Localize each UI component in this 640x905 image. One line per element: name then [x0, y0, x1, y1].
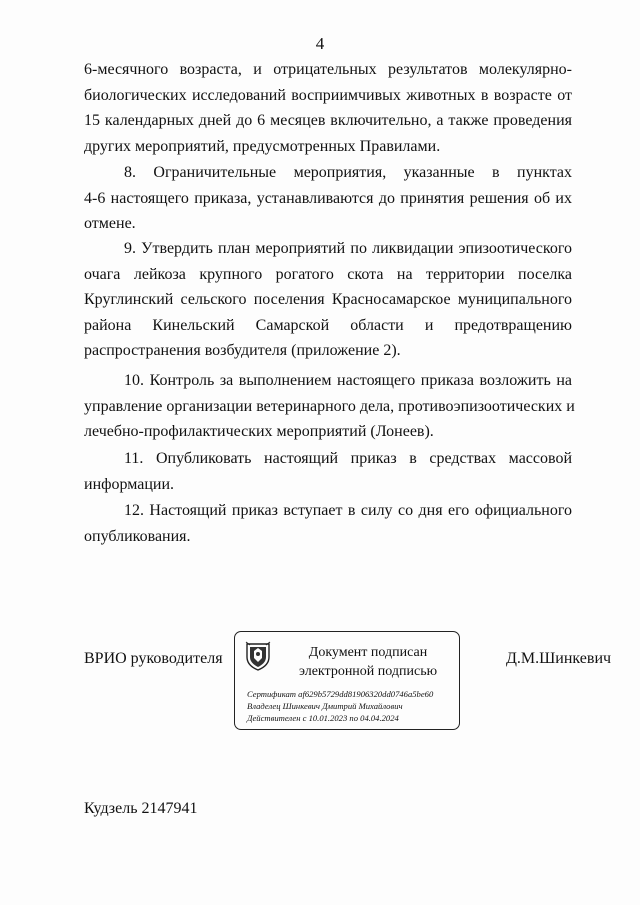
paragraph-continuation	[84, 57, 572, 159]
signatory-name: Д.М.Шинкевич	[506, 650, 612, 667]
stamp-title-line: Документ подписан	[308, 645, 428, 660]
text-line: лечебно-профилактических мероприятий (Лонеев).	[84, 423, 434, 440]
text-line: 6-месячного возраста, и отрицательных результатов молекулярно-	[84, 61, 572, 78]
certificate-validity: Действителен с 10.01.2023 по 04.04.2024	[247, 713, 399, 723]
text-line: 9. Утвердить план мероприятий по ликвидации эпизоотического	[124, 240, 572, 257]
text-line: биологических исследований восприимчивых животных в возрасте от	[84, 86, 572, 104]
text-line: 10. Контроль за выполнением настоящего приказа возложить на	[124, 372, 572, 389]
text-line: 8. Ограничительные мероприятия, указанные в пунктах	[124, 164, 572, 181]
executor-code: Кудзель 2147941	[84, 800, 198, 817]
certificate-number: Сертификат af629b5729dd81906320dd0746a5be60	[247, 689, 434, 699]
text-line: информации.	[84, 475, 175, 493]
page-number: 4	[315, 34, 325, 53]
text-line: других мероприятий, предусмотренных Правилами.	[84, 137, 441, 155]
certificate-owner: Владелец Шинкевич Дмитрий Михайлович	[247, 701, 403, 711]
paragraph-9	[84, 236, 572, 364]
stamp-title-line: электронной подписью	[298, 664, 438, 679]
paragraph-11	[84, 446, 572, 497]
text-line: 4-6 настоящего приказа, устанавливаются до принятия решения об их	[84, 189, 572, 207]
text-line: опубликования.	[84, 527, 191, 545]
electronic-signature-stamp	[234, 631, 460, 730]
stamp-title	[283, 643, 453, 681]
coat-of-arms-icon	[245, 641, 271, 671]
text-line: распространения возбудителя (приложение 2).	[84, 342, 401, 359]
text-line: 12. Настоящий приказ вступает в силу со дня его официального	[124, 502, 572, 519]
text-line: 15 календарных дней до 6 месяцев включительно, а также проведения	[84, 112, 572, 129]
signatory-position: ВРИО руководителя	[84, 650, 223, 667]
stamp-details	[247, 688, 433, 724]
paragraph-8	[84, 160, 572, 237]
paragraph-10	[84, 368, 575, 445]
paragraph-12	[84, 498, 572, 549]
text-line: 11. Опубликовать настоящий приказ в средствах массовой	[124, 450, 572, 467]
text-line: района Кинельский Самарской области и предотвращению	[84, 316, 572, 334]
text-line: Круглинский сельского поселения Красносамарское муниципального	[84, 291, 572, 308]
text-line: отмене.	[84, 215, 136, 232]
text-line: управление организации ветеринарного дела, противоэпизоотических и	[84, 397, 575, 415]
text-line: очага лейкоза крупного рогатого скота на территории поселка	[84, 265, 572, 283]
